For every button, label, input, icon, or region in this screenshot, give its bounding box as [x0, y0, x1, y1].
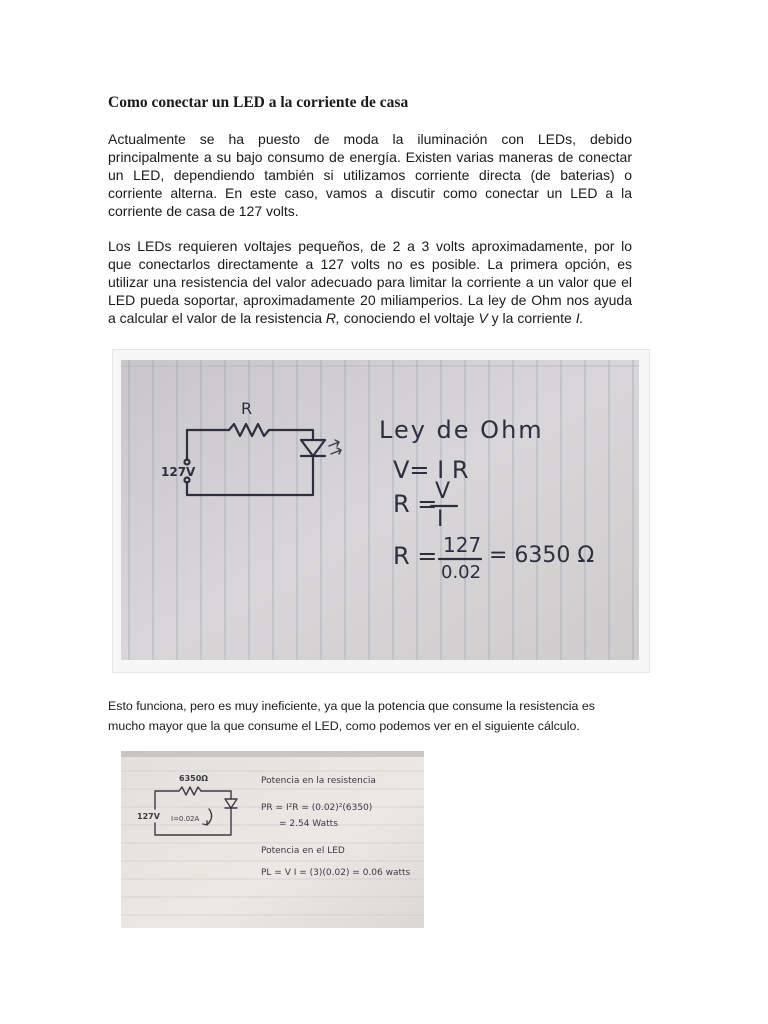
paragraph-led-voltage [108, 237, 632, 327]
paragraph-line: utilizar una resistencia del valor adecuado para limitar la corriente a un valor que el [108, 274, 632, 291]
paragraph-line: corriente alterna. En este caso, vamos a discutir como conectar un LED a la [108, 185, 632, 201]
formula-result-denominator: 0.02 [441, 562, 482, 583]
power-calc-sketch [121, 751, 424, 928]
paragraph-inefficiency [108, 697, 632, 736]
formula-result-value: = 6350 Ω [489, 543, 595, 568]
document-title: Como conectar un LED a la corriente de casa [108, 94, 409, 111]
paragraph-line: corriente de casa de 127 volts. [108, 203, 299, 219]
symbol-v: V [478, 310, 488, 327]
power-resistor-formula: PR = I²R = (0.02)²(6350) [261, 803, 373, 813]
ohm-law-sketch [121, 360, 639, 660]
ohm-law-heading: Ley de Ohm [379, 416, 544, 444]
ohm-law-photo [121, 360, 639, 660]
paragraph-line: Los LEDs requieren voltajes pequeños, de 2 a 3 volts aproximadamente, por lo [108, 238, 632, 254]
paragraph-line: que conectarlos directamente a 127 volts no es posible. La primera opción, es [108, 256, 632, 273]
paragraph-intro [108, 130, 632, 220]
paragraph-line: Esto funciona, pero es muy ineficiente, ya que la potencia que consume la resistencia es [108, 699, 595, 713]
text-run: y la corriente [487, 310, 576, 327]
formula-r-lhs: R = [393, 490, 438, 518]
text-run: conociendo el voltaje [339, 310, 479, 327]
formula-v-ir: V= I R [393, 456, 469, 484]
current-label: I=0.02A [171, 815, 200, 823]
source2-label: 127V [137, 812, 160, 821]
power-resistor-heading: Potencia en la resistencia [261, 776, 376, 786]
paragraph-line: Actualmente se ha puesto de moda la iluminación con LEDs, debido [108, 131, 632, 147]
power-resistor-result: = 2.54 Watts [279, 819, 338, 829]
source-label: 127V [161, 465, 196, 479]
paragraph-line-last [108, 309, 632, 327]
power-led-formula: PL = V I = (3)(0.02) = 0.06 watts [261, 868, 411, 878]
power-led-heading: Potencia en el LED [261, 846, 345, 856]
formula-result-lhs: R = [393, 542, 438, 570]
paragraph-line: mucho mayor que la que consume el LED, como podemos ver en el siguiente cálculo. [108, 718, 580, 733]
formula-result-numerator: 127 [443, 533, 482, 557]
formula-r-denominator: I [437, 507, 444, 532]
resistor-label: R [241, 399, 253, 418]
paragraph-line: principalmente a su bajo consumo de energía. Existen varias maneras de conectar [108, 149, 632, 165]
text-run: a calcular el valor de la resistencia [108, 310, 326, 327]
formula-r-numerator: V [435, 479, 451, 504]
power-calc-photo [121, 751, 424, 928]
resistor2-label: 6350Ω [179, 774, 209, 783]
symbol-i: I. [575, 310, 584, 327]
symbol-r: R, [325, 310, 340, 327]
paragraph-line: un LED, dependiendo también si utilizamos corriente directa (de baterias) o [108, 167, 632, 183]
paragraph-line: LED pueda soportar, aproximadamente 20 miliamperios. La ley de Ohm nos ayuda [108, 292, 632, 309]
ohm-law-photo-frame [112, 349, 650, 673]
